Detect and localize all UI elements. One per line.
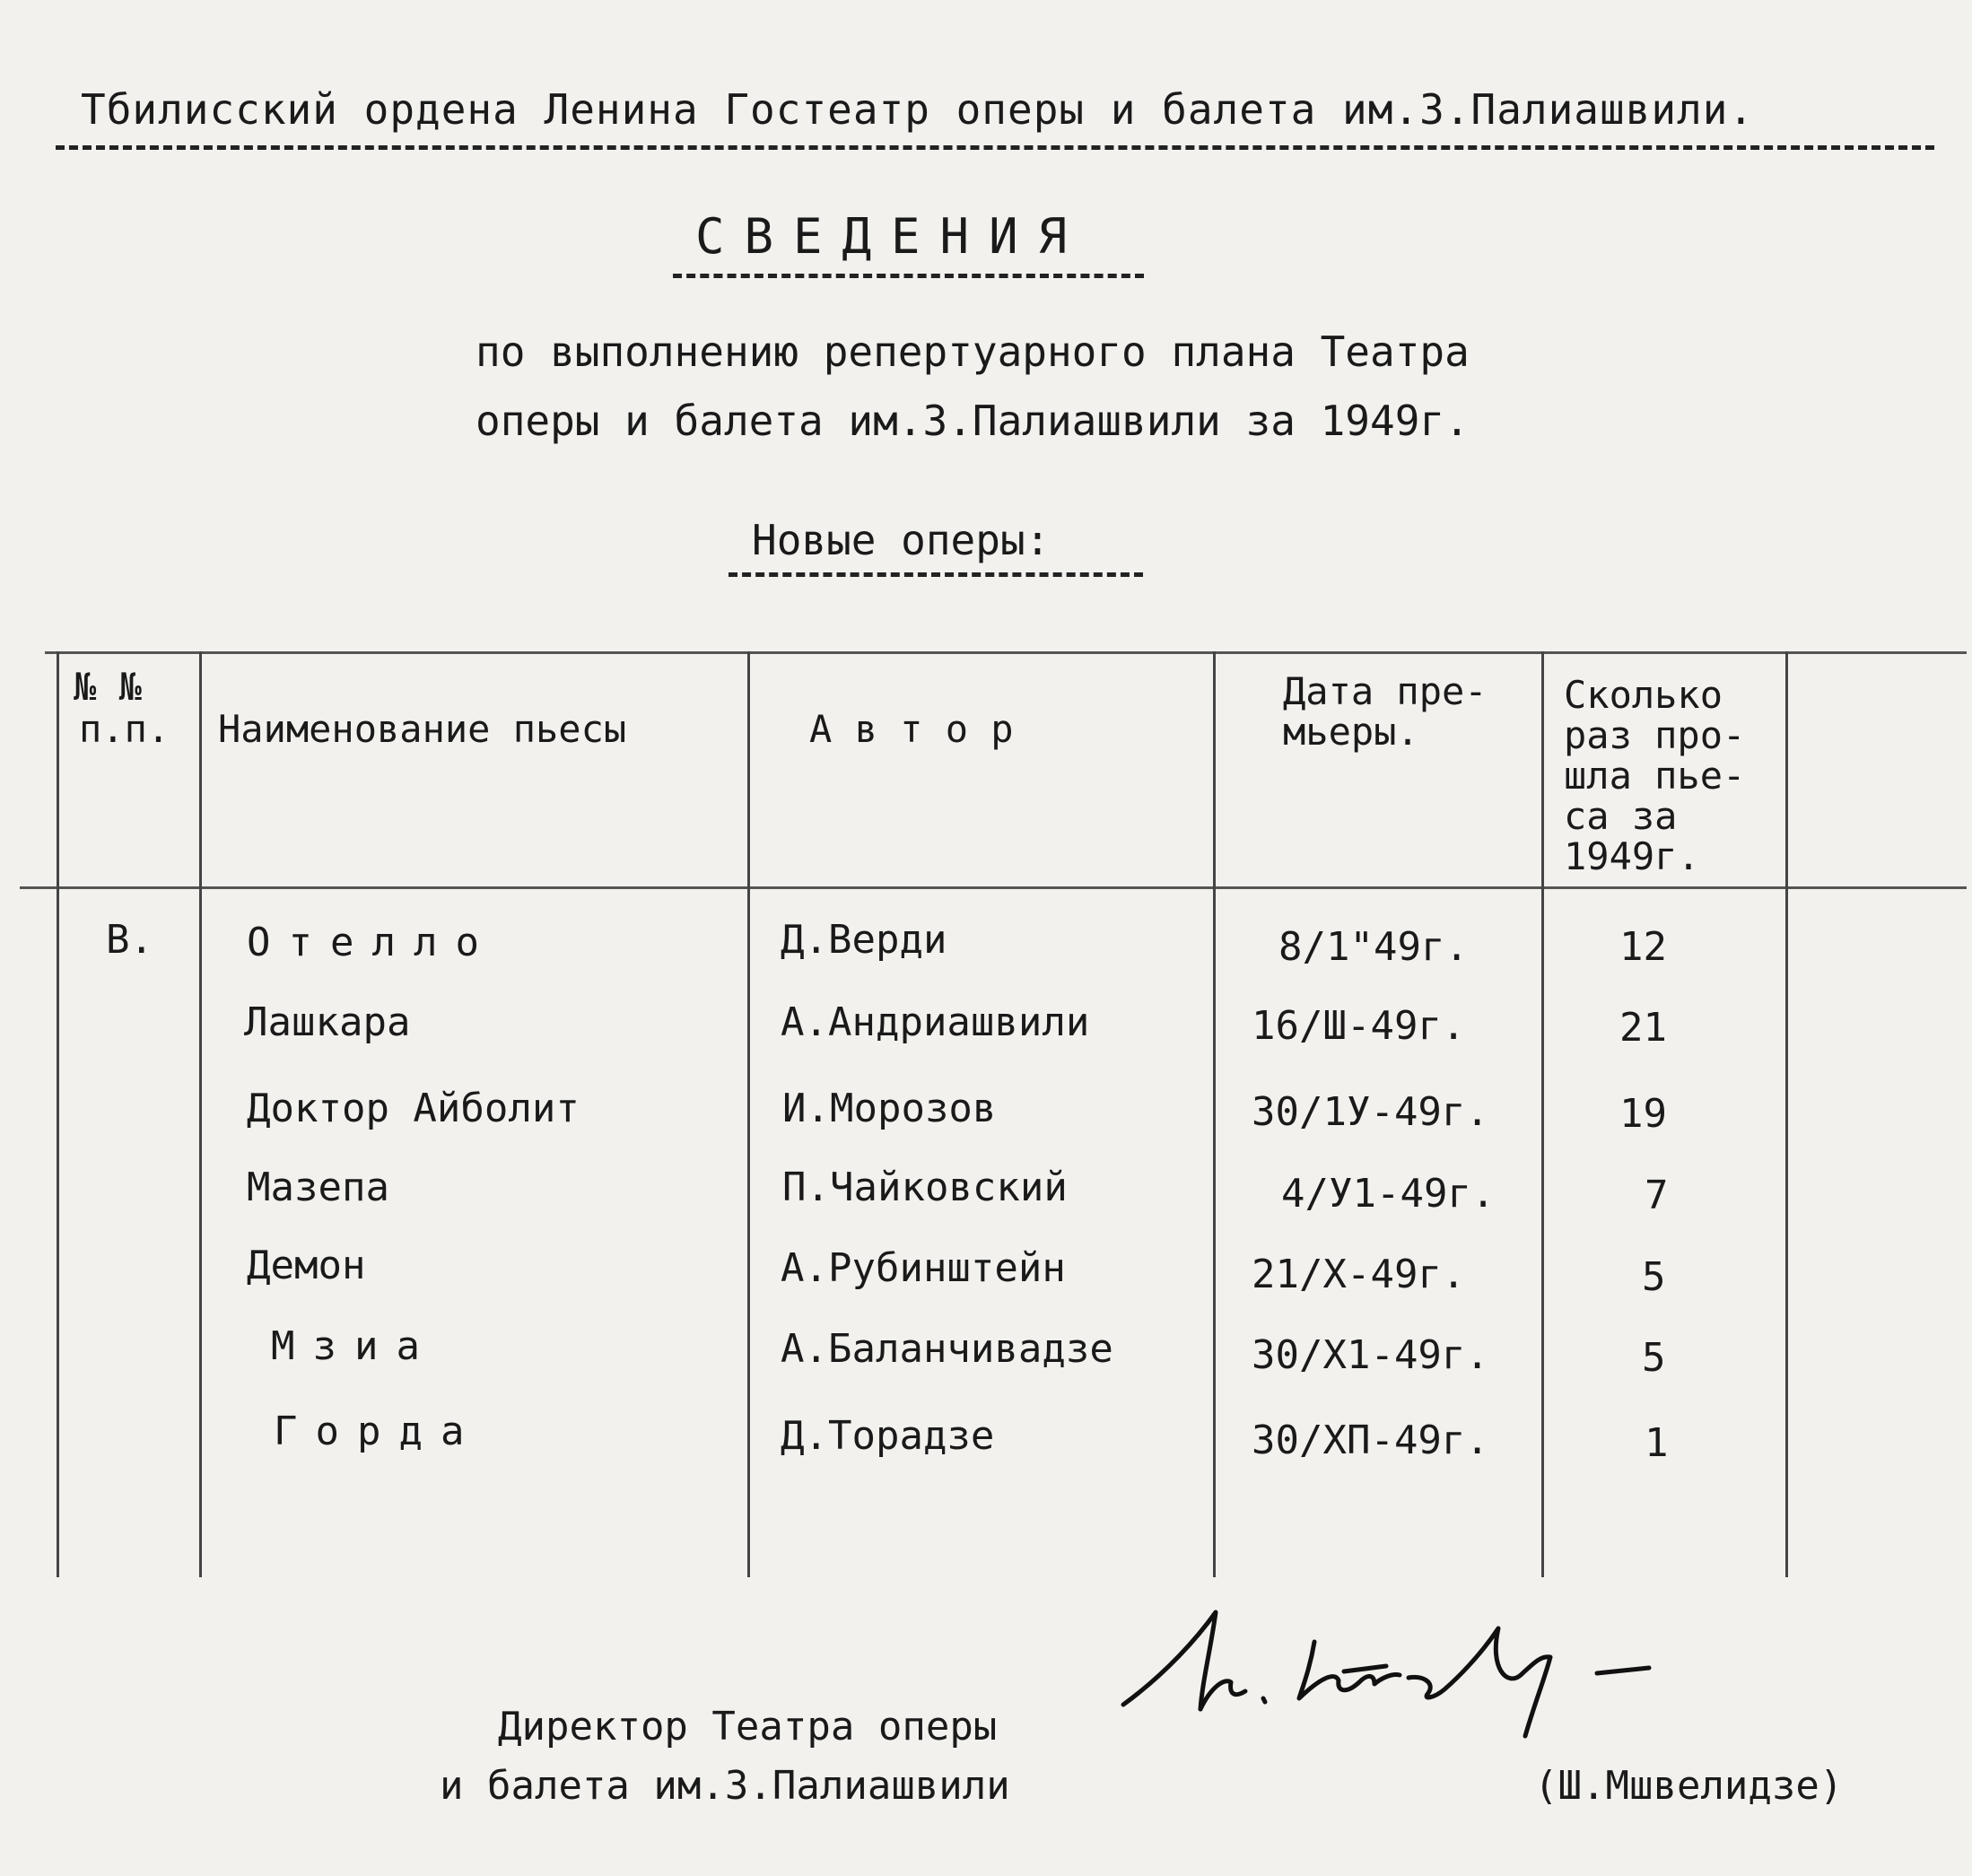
play-author: П.Чайковский: [782, 1165, 1068, 1210]
header-count-line-3: шла пье-: [1564, 754, 1746, 798]
play-author: А.Баланчивадзе: [781, 1326, 1113, 1372]
header-number-line-1: № №: [74, 665, 142, 709]
performance-count: 7: [1645, 1173, 1669, 1218]
performance-count: 19: [1619, 1091, 1667, 1137]
premiere-date: 4/У1-49г.: [1281, 1171, 1496, 1217]
director-title-line-1: Директор Театра оперы: [498, 1704, 998, 1749]
play-author: Д.Верди: [781, 917, 947, 963]
document-title: СВЕДЕНИЯ: [695, 208, 1087, 265]
play-author: А.Андриашвили: [781, 999, 1090, 1045]
table-top-border: [45, 651, 1967, 654]
play-name: Отелло: [247, 920, 497, 965]
performance-count: 12: [1619, 924, 1667, 970]
director-title-line-2: и балета им.З.Палиашвили: [440, 1763, 1010, 1809]
premiere-date: 16/Ш-49г.: [1252, 1003, 1466, 1049]
performance-count: 21: [1619, 1005, 1667, 1051]
play-author: Д.Торадзе: [781, 1413, 995, 1459]
director-name: (Ш.Мшвелидзе): [1534, 1763, 1844, 1809]
header-author: А в т о р: [809, 707, 1014, 751]
subtitle-line-1: по выполнению репертуарного плана Театра: [476, 327, 1470, 376]
premiere-date: 21/Х-49г.: [1252, 1252, 1466, 1297]
play-name: Лашкара: [244, 999, 411, 1045]
header-premiere-date-line-2: мьеры.: [1283, 710, 1419, 754]
table-column-border: [1541, 651, 1544, 1577]
section-underline: [729, 572, 1143, 577]
play-author: И.Морозов: [782, 1086, 997, 1131]
header-count-line-1: Сколько: [1564, 673, 1723, 717]
table-column-border: [57, 651, 59, 1577]
group-marker: В.: [106, 917, 153, 963]
performance-count: 5: [1642, 1254, 1666, 1300]
header-play-name: Наименование пьесы: [218, 707, 627, 751]
subtitle-line-2: оперы и балета им.З.Палиашвили за 1949г.: [476, 397, 1470, 445]
play-name: Мзиа: [271, 1323, 438, 1369]
play-name: Горда: [274, 1409, 483, 1454]
organization-header: Тбилисский ордена Ленина Гостеатр оперы и балета им.З.Палиашвили.: [81, 85, 1755, 134]
table-column-border: [1785, 651, 1788, 1577]
play-author: А.Рубинштейн: [781, 1245, 1066, 1291]
title-underline: [673, 274, 1144, 278]
table-column-border: [199, 651, 202, 1577]
header-divider: [56, 145, 1934, 150]
header-count-line-5: 1949г.: [1564, 834, 1700, 878]
premiere-date: 8/1"49г.: [1278, 924, 1469, 970]
handwritten-signature: [1113, 1592, 1758, 1745]
table-header-border: [20, 886, 1967, 889]
premiere-date: 30/Х1-49г.: [1252, 1332, 1489, 1378]
performance-count: 5: [1642, 1335, 1666, 1381]
header-premiere-date-line-1: Дата пре-: [1283, 669, 1488, 713]
header-count-line-2: раз про-: [1564, 713, 1746, 757]
header-count-line-4: са за: [1564, 794, 1678, 838]
table-column-border: [1213, 651, 1216, 1577]
header-number-line-2: п.п.: [79, 707, 170, 751]
performance-count: 1: [1645, 1420, 1669, 1466]
premiere-date: 30/ХП-49г.: [1252, 1418, 1489, 1463]
play-name: Мазепа: [247, 1165, 389, 1210]
play-name: Демон: [247, 1243, 366, 1288]
premiere-date: 30/1У-49г.: [1252, 1089, 1489, 1135]
section-heading: Новые оперы:: [752, 516, 1051, 564]
play-name: Доктор Айболит: [247, 1086, 580, 1131]
table-column-border: [747, 651, 750, 1577]
